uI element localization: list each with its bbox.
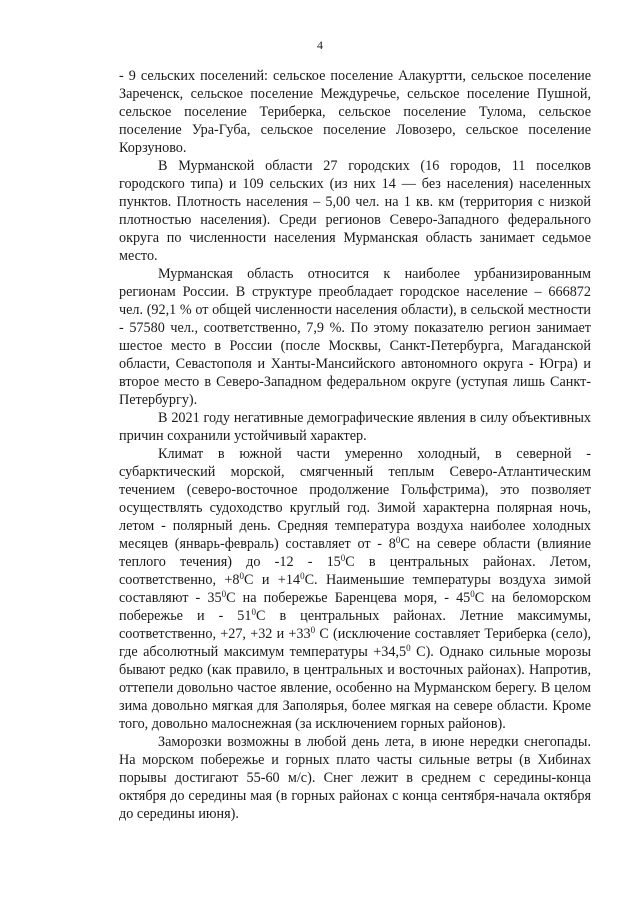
climate-text-8: С в центральных районах. Летние максимумы, соответственно, +27, +32 и +33 <box>119 608 591 642</box>
degree-sup-2: 0 <box>340 553 346 563</box>
paragraph-rural-settlements: - 9 сельских поселений: сельское поселение Алакуртти, сельское поселение Зареченск, сельское поселение Междуречье, сельское поселение Пушной, сельское поселение Териберка, сельское поселение Тулома, сельское поселение Ура-Губа, сельское поселение Ловозеро, сельское поселение Корзуново. <box>119 68 591 156</box>
climate-text-7: С на беломорском побережье и - 51 <box>119 590 592 624</box>
degree-sup-1: 0 <box>395 535 401 545</box>
degree-sup-5: 0 <box>221 589 227 599</box>
climate-text-6: С на побережье Баренцева моря, - 45 <box>226 590 471 606</box>
degree-sup-7: 0 <box>251 607 256 617</box>
paragraph-urbanization: Мурманская область относится к наиболее урбанизированным регионам России. В структуре преобладает городское население – 666872 чел. (92,1 % от общей численности населения области), в сельской местности - 57580 чел., соответственно, 7,9 %. По этому показателю регион занимает шестое место в России (после Москвы, Санкт-Петербурга, Магаданской области, Севастополя и Ханты-Мансийского автономного округа - Югра) и второе место в Северо-Западном федеральном округе (уступая лишь Санкт-Петербургу). <box>119 266 591 408</box>
climate-text-4: С и +14 <box>244 572 301 588</box>
degree-sup-8: 0 <box>310 625 316 635</box>
climate-text-9: С (исключение составляет Териберка (село), где абсолютный максимум температуры +34,5 <box>119 626 591 660</box>
climate-text-5: С. Наименьшие температуры воздуха зимой составляют - 35 <box>119 572 591 606</box>
paragraph-demography: В 2021 году негативные демографические явления в силу объективных причин сохранили устойчивый характер. <box>119 410 591 444</box>
climate-text-10: С). Однако сильные морозы бывают редко (как правило, в центральных и восточных районах). Напротив, оттепели довольно частое явление, особенно на Мурманском берегу. В целом зима довольно мягкая для Заполярья, более мягкая на севере области. Кроме того, довольно малоснежная (за исключением горных районов). <box>119 644 591 732</box>
degree-sup-9: 0 <box>406 643 411 653</box>
climate-text-1: Климат в южной части умеренно холодный, в северной - субарктический морской, смягченный теплым Северо-Атлантическим течением (северо-восточное продолжение Гольфстрима), это позволяет осуществлять судоходство круглый год. Зимой характерна полярная ночь, летом - полярный день. Средняя температура воздуха наиболее холодных месяцев (январь-февраль) составляет от - 8 <box>119 446 591 552</box>
degree-sup-6: 0 <box>470 589 475 599</box>
paragraph-climate <box>119 445 591 733</box>
climate-text-3: С в центральных районах. Летом, соответственно, +8 <box>119 554 591 588</box>
degree-sup-4: 0 <box>300 571 305 581</box>
degree-sup-3: 0 <box>239 571 245 581</box>
paragraph-frosts: Заморозки возможны в любой день лета, в июне нередки снегопады. На морском побережье и горных плато часты сильные ветры (в Хибинах порывы достигают 55-60 м/с). Снег лежит в среднем с середины-конца октября до середины мая (в горных районах с конца сентября-начала октября до середины июня). <box>119 734 591 822</box>
paragraph-settlements-count: В Мурманской области 27 городских (16 городов, 11 поселков городского типа) и 109 сельских (из них 14 — без населения) населенных пунктов. Плотность населения – 5,00 чел. на 1 кв. км (территория с низкой плотностью населения). Среди регионов Северо-Западного федерального округа по численности населения Мурманская область занимает седьмое место. <box>119 158 591 264</box>
climate-text-2: С на севере области (влияние теплого течения) до -12 - 15 <box>119 536 592 570</box>
page-number: 4 <box>317 38 323 52</box>
document-body <box>119 67 591 823</box>
